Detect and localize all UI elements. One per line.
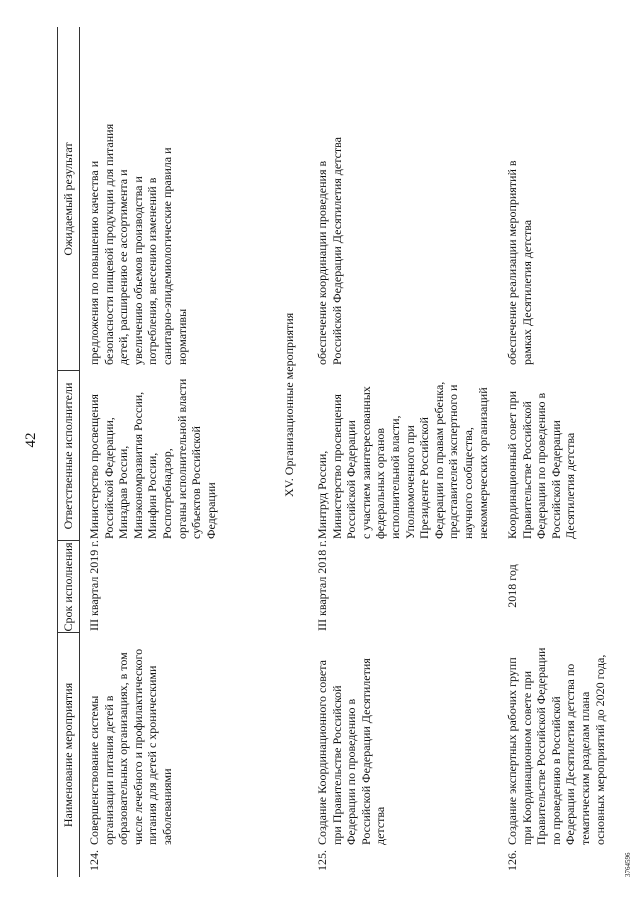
text-line: Российской Федерации,: [101, 417, 116, 539]
row-124-number: 124.: [87, 850, 101, 871]
text-line: Российской Федерации: [548, 420, 563, 539]
header-deadline: Срок исполнения: [61, 542, 75, 632]
text-line: Минтруд России,: [315, 450, 329, 539]
row-126-deadline: 2018 год: [505, 564, 519, 608]
text-line: федеральных органов: [373, 427, 388, 539]
row-125-result: [315, 29, 344, 365]
header-result: Ожидаемый результат: [61, 142, 75, 256]
text-line: по проведению в Российской: [548, 696, 563, 845]
text-line: Федерации по правам ребенка,: [431, 381, 446, 539]
text-line: Создание Координационного совета: [315, 660, 329, 845]
text-line: научного сообщества,: [460, 427, 475, 539]
text-line: при Координационном совете при: [519, 670, 534, 845]
text-line: Правительстве Российской: [519, 401, 534, 539]
text-line: детей, расширению ее ассортимента и: [116, 169, 131, 365]
text-line: Федерации по проведению в: [344, 698, 359, 845]
text-line: Российской Федерации Десятилетия: [358, 658, 373, 845]
text-line: увеличению объемов производства и: [130, 176, 145, 365]
text-line: Министерство просвещения: [329, 394, 344, 539]
text-line: Президенте Российской: [417, 417, 432, 539]
text-line: Роспотребнадзор,: [159, 448, 174, 539]
row-124-result: [87, 29, 189, 365]
text-line: Создание экспертных рабочих групп: [505, 657, 519, 845]
text-line: с участием заинтересованных: [358, 386, 373, 539]
text-line: безопасности пищевой продукции для питания: [101, 123, 116, 365]
text-line: органы исполнительной власти: [174, 378, 189, 539]
text-line: некоммерческих организаций: [475, 387, 490, 539]
text-line: организации питания детей в: [101, 695, 116, 845]
section-heading: XV. Организационные мероприятия: [282, 312, 296, 497]
text-line: рамках Десятилетия детства: [519, 219, 534, 365]
text-line: представителей экспертного и: [446, 384, 461, 539]
header-bottom-rule: [79, 27, 80, 877]
text-line: нормативы: [174, 308, 189, 365]
page-number: 42: [23, 432, 39, 448]
header-responsible: Ответственные исполнители: [61, 382, 75, 530]
text-line: образовательных организациях, в том: [116, 652, 131, 845]
row-124-name: [87, 635, 175, 845]
text-line: Минфин России,: [145, 452, 160, 539]
text-line: заболеваниями: [159, 768, 174, 845]
text-line: Минздрав России,: [116, 445, 131, 539]
row-126-number: 126.: [505, 850, 519, 871]
text-line: Федерации по проведению в: [534, 392, 549, 539]
text-line: тематическим разделам плана: [577, 691, 592, 845]
text-line: Координационный совет при: [505, 390, 519, 539]
document-code: 3764596: [624, 852, 632, 877]
rotated-table-sheet: [20, 27, 632, 877]
text-line: субъектов Российской: [189, 426, 204, 539]
row-126-result: [505, 29, 534, 365]
text-line: Минэкономразвития России,: [130, 391, 145, 539]
text-line: числе лечебного и профилактического: [130, 648, 145, 845]
row-125-deadline: III квартал 2018 г.: [315, 540, 329, 631]
row-125-name: [315, 635, 388, 845]
text-line: Совершенствование системы: [87, 695, 101, 845]
text-line: основных мероприятий до 2020 года,: [592, 654, 607, 845]
text-line: санитарно-эпидемиологические правила и: [159, 147, 174, 365]
row-125-number: 125.: [315, 850, 329, 871]
text-line: обеспечение координации проведения в: [315, 160, 329, 365]
text-line: предложения по повышению качества и: [87, 160, 101, 365]
text-line: потребления, внесению изменений в: [145, 177, 160, 365]
row-126-responsible: [505, 371, 578, 539]
text-line: при Правительстве Российской: [329, 685, 344, 845]
text-line: исполнительной власти,: [387, 415, 402, 539]
text-line: Правительстве Российской Федерации: [534, 647, 549, 845]
text-line: Федерации Десятилетия детства по: [563, 663, 578, 845]
header-name: Наименование мероприятия: [61, 682, 75, 828]
text-line: Российской Федерации: [344, 420, 359, 539]
row-125-responsible: [315, 371, 490, 539]
text-line: Десятилетия детства: [563, 432, 578, 539]
text-line: детства: [373, 806, 388, 845]
text-line: Российской Федерации Десятилетия детства: [329, 136, 344, 365]
row-124-deadline: III квартал 2019 г.: [87, 540, 101, 631]
text-line: Министерство просвещения: [87, 394, 101, 539]
text-line: Уполномоченного при: [402, 425, 417, 539]
row-124-responsible: [87, 371, 218, 539]
text-line: обеспечение реализации мероприятий в: [505, 160, 519, 365]
text-line: питания для детей с хроническими: [145, 665, 160, 845]
text-line: Федерации: [203, 482, 218, 539]
row-126-name: [505, 635, 607, 845]
